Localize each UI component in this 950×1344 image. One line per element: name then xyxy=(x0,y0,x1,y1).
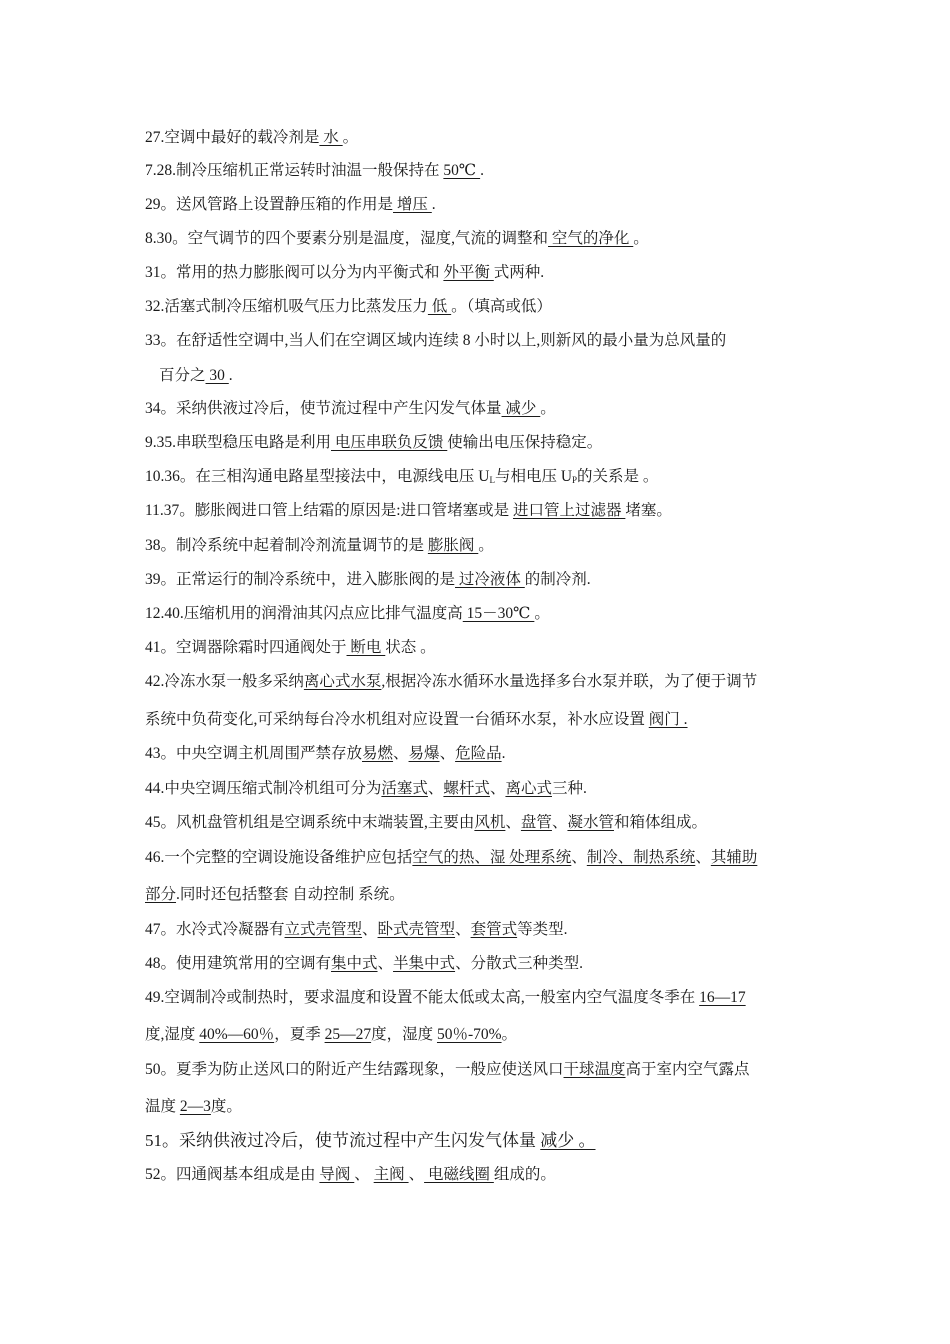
answer-text: 主阀 xyxy=(373,1166,409,1183)
question-text: 12.40.压缩机用的润滑油其闪点应比排气温度高 xyxy=(145,605,463,622)
question-text: 、 xyxy=(427,780,444,797)
answer-text: 卧式壳管型 xyxy=(377,921,456,938)
question-text: 式两种. xyxy=(493,264,545,281)
question-text: 、分散式三种类型. xyxy=(455,955,583,972)
question-line xyxy=(145,467,658,490)
question-text: 。（填高或低） xyxy=(451,298,552,315)
question-text: 43。中央空调主机周围严禁存放 xyxy=(145,745,363,762)
answer-text: 其辅助 xyxy=(710,849,758,866)
question-text: 状态 。 xyxy=(385,639,436,656)
question-text: 、 xyxy=(551,814,568,831)
question-line xyxy=(145,536,494,556)
answer-text: 易燃 xyxy=(362,745,394,762)
answer-text: 离心式水泵 xyxy=(303,673,382,690)
question-line xyxy=(145,161,484,181)
question-text: 9.35.串联型稳压电路是利用 xyxy=(145,434,332,451)
question-text: 度。 xyxy=(210,1098,242,1115)
question-line xyxy=(145,501,672,521)
answer-text: 部分 xyxy=(145,886,177,903)
question-text: 、 xyxy=(393,745,409,762)
answer-text: 水 xyxy=(319,129,343,146)
question-line xyxy=(145,954,583,974)
question-text: 44.中央空调压缩式制冷机组可分为 xyxy=(145,780,382,797)
answer-text: 离心式 xyxy=(505,780,552,797)
question-text: 。 xyxy=(342,129,359,146)
question-line xyxy=(145,195,436,215)
question-text: 、 xyxy=(571,849,587,866)
question-text: . xyxy=(431,196,436,213)
question-text: 33。在舒适性空调中,当人们在空调区域内连续 8 小时以上,则新风的最小量为总风量的 xyxy=(145,332,727,349)
answer-text: 30 xyxy=(205,367,229,384)
question-text: 45。风机盘管机组是空调系统中末端装置,主要由 xyxy=(145,814,475,831)
question-text: 27.空调中最好的载冷剂是 xyxy=(145,129,320,146)
question-line xyxy=(159,366,233,386)
question-text: .同时还包括整套 自动控制 系统。 xyxy=(176,886,405,903)
question-text: 度,湿度 xyxy=(145,1026,200,1043)
question-text: 7.28.制冷压缩机正常运转时油温一般保持在 xyxy=(145,162,444,179)
question-line xyxy=(145,885,405,905)
question-text: 39。正常运行的制冷系统中，进入膨胀阀的是 xyxy=(145,571,456,588)
answer-text: 干球温度 xyxy=(563,1061,626,1078)
answer-text: 立式壳管型 xyxy=(284,921,363,938)
question-line xyxy=(145,848,757,868)
answer-text: 盘管 xyxy=(520,814,552,831)
question-line xyxy=(145,604,550,624)
answer-text: 活塞式 xyxy=(381,780,428,797)
question-text: 、 xyxy=(489,780,506,797)
question-text: 温度 xyxy=(145,1098,180,1115)
question-text: 。 xyxy=(501,1026,518,1043)
question-text: 使输出电压保持稳定。 xyxy=(447,434,603,451)
answer-text: 16—17 xyxy=(699,989,746,1006)
answer-text: 低 xyxy=(427,298,452,315)
answer-text: 电压串联负反馈 xyxy=(331,434,448,451)
question-text: 、 xyxy=(362,921,378,938)
question-text: . xyxy=(228,367,233,384)
question-text: 高于室内空气露点 xyxy=(625,1061,750,1078)
question-text: 32.活塞式制冷压缩机吸气压力比蒸发压力 xyxy=(145,298,428,315)
question-text: 42.冷冻水泵一般多采纳 xyxy=(145,673,304,690)
question-text: 38。制冷系统中起着制冷剂流量调节的是 xyxy=(145,537,428,554)
question-line xyxy=(145,297,552,317)
subscript: P xyxy=(572,475,578,485)
answer-text: 增压 xyxy=(393,196,432,213)
question-text: 百分之 xyxy=(159,367,206,384)
question-text: 11.37。膨胀阀进口管上结霜的原因是:进口管堵塞或是 xyxy=(145,502,513,519)
question-text: 47。水冷式冷凝器有 xyxy=(145,921,285,938)
answer-text: 进口管上过滤器 xyxy=(512,502,626,519)
question-text: 和箱体组成。 xyxy=(613,814,707,831)
answer-text: 50％-70% xyxy=(436,1026,502,1043)
question-line xyxy=(145,920,567,940)
answer-text: 过冷液体 xyxy=(455,571,525,588)
question-text: 堵塞。 xyxy=(625,502,672,519)
answer-text: 50℃ xyxy=(443,162,481,179)
question-line xyxy=(145,638,436,658)
answer-text: 阀门 . xyxy=(648,711,688,728)
question-line xyxy=(145,399,556,419)
question-line xyxy=(145,1165,556,1185)
answer-text: 膨胀阀 xyxy=(427,537,479,554)
question-text: ，夏季 xyxy=(274,1026,325,1043)
question-text: . xyxy=(480,162,484,179)
question-text: 。 xyxy=(534,605,550,622)
question-line xyxy=(145,672,757,692)
answer-text: 易爆 xyxy=(408,745,440,762)
question-text: 8.30。空气调节的四个要素分别是温度，湿度,气流的调整和 xyxy=(145,230,549,247)
question-line xyxy=(145,813,707,833)
question-text: 等类型. xyxy=(517,921,568,938)
question-text: 、 xyxy=(455,921,471,938)
question-text: 41。空调器除霜时四通阀处于 xyxy=(145,639,347,656)
question-line xyxy=(145,1025,517,1045)
answer-text: 危险品 xyxy=(455,745,502,762)
question-text: 的制冷剂. xyxy=(524,571,591,588)
question-text: 与相电压 U xyxy=(494,468,573,485)
answer-text: 断电 xyxy=(346,639,386,656)
question-text: 49.空调制冷或制热时，要求温度和设置不能太低或太高,一般室内空气温度冬季在 xyxy=(145,989,700,1006)
question-line xyxy=(145,433,602,453)
answer-text: 空气的热、湿 处理系统 xyxy=(412,849,572,866)
question-text: 、 xyxy=(439,745,456,762)
question-line xyxy=(145,1097,242,1117)
answer-text: 凝水管 xyxy=(567,814,614,831)
question-text: ,根据冷冻水循环水量选择多台水泵并联，为了便于调节 xyxy=(381,673,758,690)
answer-text: 制冷、制热系统 xyxy=(586,849,696,866)
answer-text: 集中式 xyxy=(331,955,378,972)
answer-text: 15－30℃ xyxy=(462,605,535,622)
answer-text: 25—27 xyxy=(324,1026,372,1043)
question-text: 、 xyxy=(505,814,521,831)
question-text: 的关系是 。 xyxy=(577,468,659,485)
question-text: 46.一个完整的空调设施设备维护应包括 xyxy=(145,849,413,866)
question-text: 、 xyxy=(354,1166,374,1183)
answer-text: 。 xyxy=(578,1131,596,1150)
question-text: 系统中负荷变化,可采纳每台冷水机组对应设置一台循环水泵，补水应设置 xyxy=(145,711,649,728)
answer-text: 外平衡 xyxy=(443,264,494,281)
question-text: 。 xyxy=(478,537,494,554)
answer-text: 空气的净化 xyxy=(548,230,634,247)
question-text: 31。常用的热力膨胀阀可以分为内平衡式和 xyxy=(145,264,444,281)
question-text: 10.36。在三相沟通电路星型接法中，电源线电压 U xyxy=(145,468,490,485)
answer-text: 减少 xyxy=(540,1131,579,1150)
question-line xyxy=(145,229,649,249)
answer-text: 套管式 xyxy=(470,921,518,938)
answer-text: 40%—60％ xyxy=(199,1026,275,1043)
question-line xyxy=(145,744,505,764)
question-text: 、 xyxy=(695,849,711,866)
question-text: 三种. xyxy=(551,780,587,797)
question-text: 。 xyxy=(633,230,649,247)
question-text: 度，湿度 xyxy=(371,1026,437,1043)
question-text: 、 xyxy=(377,955,394,972)
question-text: 。 xyxy=(540,400,556,417)
question-line xyxy=(145,988,746,1008)
answer-text: 螺杆式 xyxy=(443,780,490,797)
subscript: L xyxy=(489,475,495,485)
answer-text: 风机 xyxy=(474,814,506,831)
question-text: 34。采纳供液过冷后，使节流过程中产生闪发气体量 xyxy=(145,400,502,417)
answer-text: 半集中式 xyxy=(393,955,456,972)
question-line xyxy=(145,1060,750,1080)
question-line xyxy=(145,1131,596,1151)
answer-text: 2—3 xyxy=(179,1098,211,1115)
question-line xyxy=(145,331,726,351)
answer-text: 导阀 xyxy=(319,1166,355,1183)
question-line xyxy=(145,263,544,283)
question-text: 50。夏季为防止送风口的附近产生结露现象，一般应使送风口 xyxy=(145,1061,564,1078)
question-text: 组成的。 xyxy=(493,1166,556,1183)
question-text: 51。采纳供液过冷后，使节流过程中产生闪发气体量 xyxy=(145,1131,541,1150)
question-text: 52。四通阀基本组成是由 xyxy=(145,1166,320,1183)
question-line xyxy=(145,710,688,730)
answer-text: 减少 xyxy=(501,400,541,417)
question-text: 、 xyxy=(408,1166,425,1183)
question-text: 29。送风管路上设置静压箱的作用是 xyxy=(145,196,394,213)
question-text: . xyxy=(501,745,506,762)
question-text: 48。使用建筑常用的空调有 xyxy=(145,955,332,972)
question-line xyxy=(145,779,587,799)
question-line xyxy=(145,570,591,590)
question-line xyxy=(145,128,358,148)
answer-text: 电磁线圈 xyxy=(424,1166,494,1183)
